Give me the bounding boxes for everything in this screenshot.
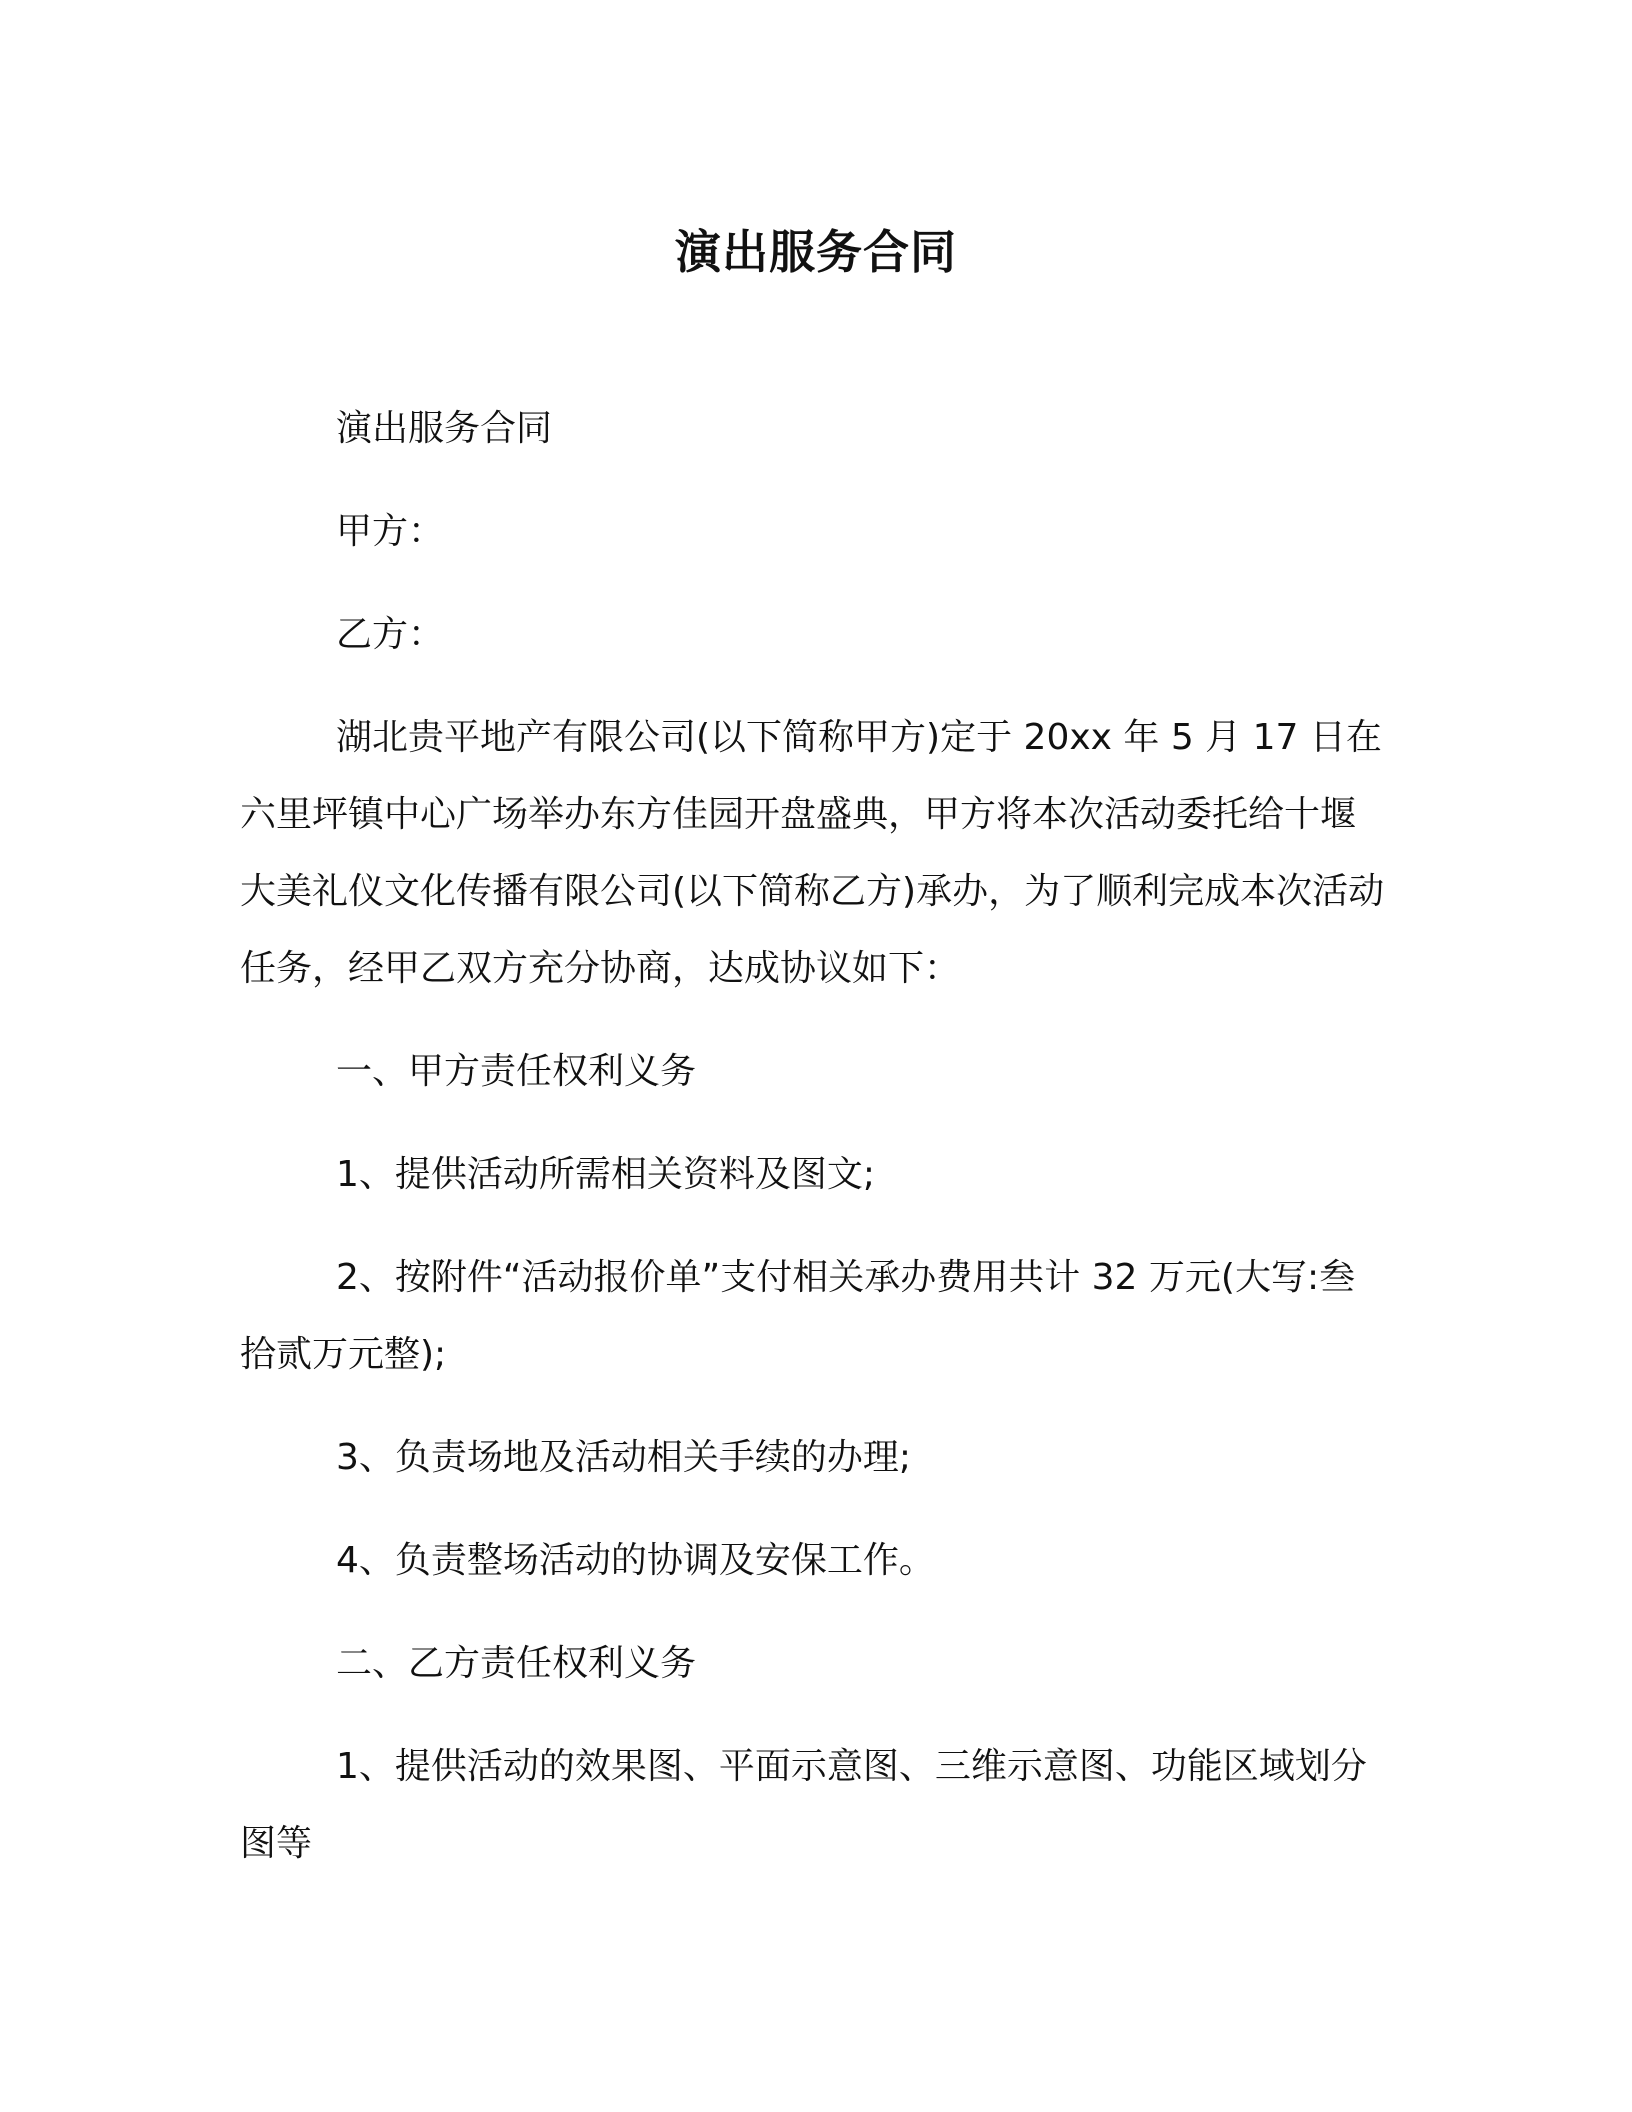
clause-a-3: 3、负责场地及活动相关手续的办理; bbox=[336, 1437, 912, 1478]
section-heading-party-b: 二、乙方责任权利义务 bbox=[336, 1643, 697, 1684]
clause-a-2: 2、按附件“活动报价单”支付相关承办费用共计 32 万元(大写:叁拾贰万元整); bbox=[240, 1257, 1356, 1375]
paragraph-contract-name: 演出服务合同 bbox=[336, 408, 553, 449]
paragraph-party-b: 乙方： bbox=[336, 614, 445, 655]
document-title: 演出服务合同 bbox=[675, 225, 957, 279]
paragraph-preamble: 湖北贵平地产有限公司(以下简称甲方)定于 20xx 年 5 月 17 日在六里坪镇中心广场举办东方佳园开盘盛典，甲方将本次活动委托给十堰大美礼仪文化传播有限公司(以下简称乙方)承办，为了顺利完成本次活动任务，经甲乙双方充分协商，达成协议如下： bbox=[240, 717, 1385, 989]
section-heading-party-a: 一、甲方责任权利义务 bbox=[336, 1051, 697, 1092]
clause-b-1: 1、提供活动的效果图、平面示意图、三维示意图、功能区域划分图等 bbox=[240, 1746, 1367, 1864]
paragraph-party-a: 甲方： bbox=[336, 511, 445, 552]
clause-a-1: 1、提供活动所需相关资料及图文; bbox=[336, 1154, 876, 1195]
document-body bbox=[240, 390, 1388, 1908]
clause-a-4: 4、负责整场活动的协调及安保工作。 bbox=[336, 1540, 935, 1581]
